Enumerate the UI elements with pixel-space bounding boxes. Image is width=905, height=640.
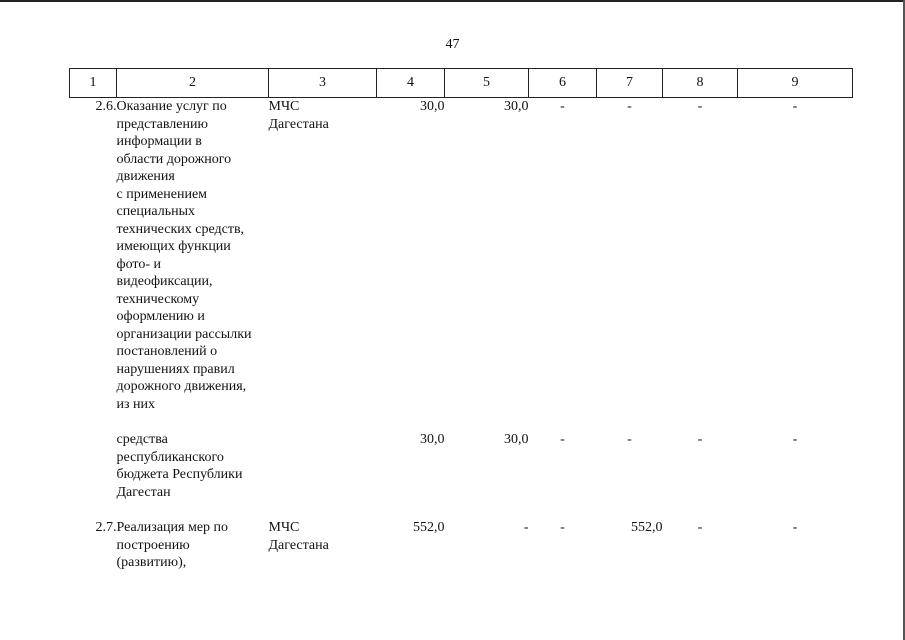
row-value-col7: -: [627, 432, 632, 447]
row-value-col8: -: [697, 520, 703, 535]
row-number: 2.7.: [95, 520, 117, 535]
row-value-col8: -: [697, 99, 703, 114]
row-spacer: [70, 413, 853, 431]
row-executor: МЧС Дагестана: [268, 520, 329, 553]
header-col-3: 3: [269, 69, 377, 98]
row-number: [70, 431, 117, 501]
row-measure-name: Реализация мер по построению (развитию),: [116, 520, 229, 570]
row-value-col9: -: [792, 432, 798, 447]
header-col-9: 9: [738, 69, 853, 98]
header-col-4: 4: [377, 69, 445, 98]
page-number: 47: [445, 37, 460, 52]
table-row: [70, 519, 853, 572]
header-col-8: 8: [663, 69, 738, 98]
row-value-col6: -: [560, 432, 565, 447]
row-value-col9: -: [792, 99, 798, 114]
row-executor: [269, 431, 377, 501]
header-col-5: 5: [445, 69, 529, 98]
header-col-7: 7: [597, 69, 663, 98]
row-value-col4: 552,0: [413, 520, 445, 535]
row-value-col5: 30,0: [504, 432, 529, 447]
row-value-col5: 30,0: [504, 99, 529, 114]
page-edge-top: [0, 0, 905, 2]
row-measure-name: средства республиканского бюджета Республики Дагестан: [116, 432, 243, 500]
header-col-1: 1: [70, 69, 117, 98]
row-value-col9: -: [792, 520, 798, 535]
header-row: [70, 69, 853, 98]
row-value-col7: 552,0: [631, 520, 663, 535]
row-value-col5: -: [523, 520, 529, 535]
header-col-2: 2: [117, 69, 269, 98]
row-value-col6: -: [560, 99, 565, 114]
header-col-6: 6: [529, 69, 597, 98]
row-spacer: [70, 501, 853, 519]
row-value-col4: 30,0: [420, 432, 445, 447]
row-value-col6: -: [560, 520, 565, 535]
program-table: [69, 68, 853, 572]
table-row: [70, 431, 853, 501]
row-value-col8: -: [697, 432, 703, 447]
row-value-col4: 30,0: [420, 99, 445, 114]
row-measure-name: Оказание услуг по представлению информации в области дорожного движения с применением специальных технических средств, имеющих функции фото- и видеофиксации, техническому оформлению и организации рассылки постановлений о нарушениях правил дорожного движения, из них: [116, 99, 252, 412]
row-value-col7: -: [627, 99, 632, 114]
row-number: 2.6.: [95, 99, 117, 114]
row-executor: МЧС Дагестана: [268, 99, 329, 132]
table-row: [70, 98, 853, 414]
